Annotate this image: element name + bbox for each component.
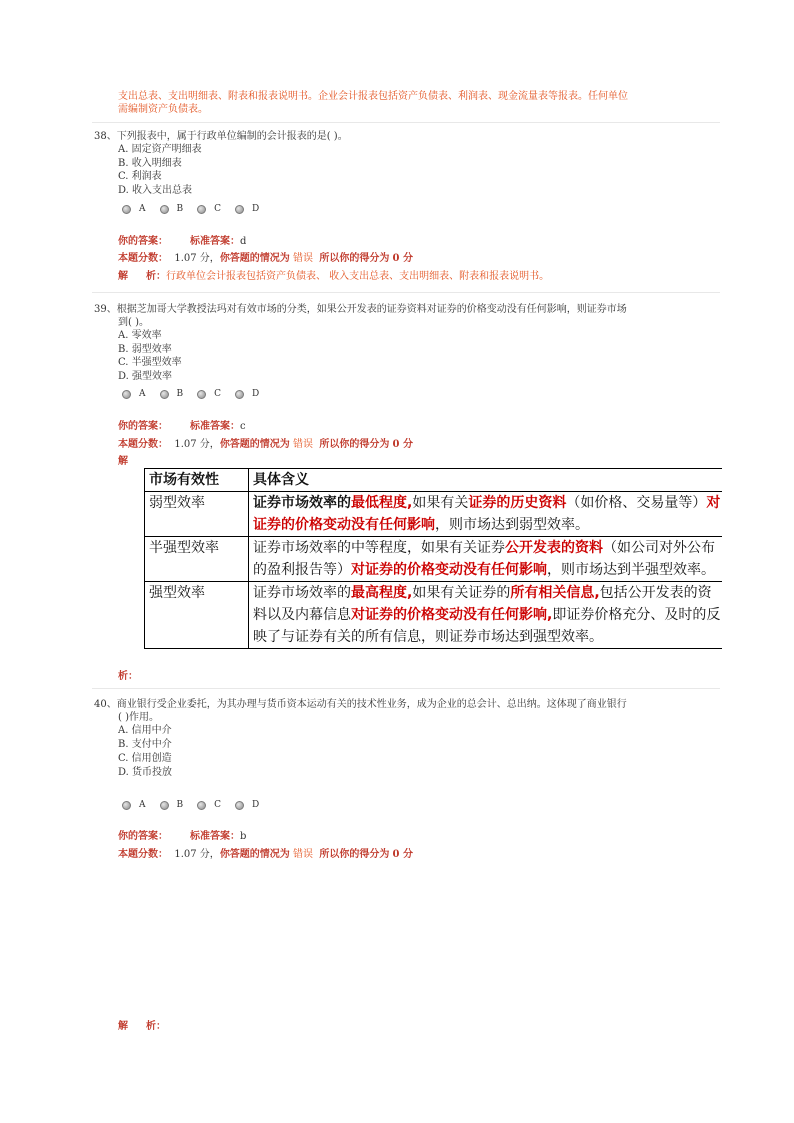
efficiency-table [144,468,722,649]
divider [92,122,720,123]
q39-analysis-label-b: 析： [118,671,138,682]
radio-d[interactable] [235,205,244,214]
q38-option-c: C. 利润表 [118,171,162,182]
q38-stem: 38、下列报表中，属于行政单位编制的会计报表的是( )。 [94,131,348,142]
q38-option-b: B. 收入明细表 [118,158,182,169]
q38-answer-line: 你的答案： 标准答案：d [118,236,247,247]
q38-score-line: 本题分数： 1.07 分，你答题的情况为 错误 所以你的得分为 0 分 [118,253,413,264]
table-cell-meaning: 证券市场效率的最低程度,如果有关证券的历史资料（如价格、交易量等）对证券的价格变动没有任何影响，则市场达到弱型效率。 [249,492,723,537]
radio-c[interactable] [197,801,206,810]
radio-c[interactable] [197,205,206,214]
table-cell-meaning: 证券市场效率的中等程度，如果有关证券公开发表的资料（如公司对外公布的盈利报告等）对证券的价格变动没有任何影响，则市场达到半强型效率。 [249,537,723,582]
intro-line-2: 需编制资产负债表。 [118,104,208,115]
q39-stem-1: 39、根据芝加哥大学教授法玛对有效市场的分类，如果公开发表的证券资料对证券的价格变动没有任何影响，则证券市场 [94,304,627,315]
radio-c[interactable] [197,390,206,399]
table-header-cell: 市场有效性 [145,469,249,492]
q39-option-d: D. 强型效率 [118,371,173,382]
table-row [145,582,723,649]
q40-option-b: B. 支付中介 [118,739,172,750]
q39-standard-answer: c [240,421,246,432]
q39-option-b: B. 弱型效率 [118,344,172,355]
q38-analysis: 解 析：行政单位会计报表包括资产负债表、 收入支出总表、支出明细表、附表和报表说明书。 [118,271,550,282]
q39-option-c: C. 半强型效率 [118,357,182,368]
q40-option-c: C. 信用创造 [118,753,172,764]
table-cell-name: 半强型效率 [145,537,249,582]
radio-b[interactable] [160,205,169,214]
radio-b[interactable] [160,390,169,399]
table-row [145,492,723,537]
q38-radio-group: A B C D [122,204,273,214]
q40-stem-1: 40、商业银行受企业委托，为其办理与货币资本运动有关的技术性业务，成为企业的总会计、总出纳。这体现了商业银行 [94,699,627,710]
q39-answer-line: 你的答案： 标准答案：c [118,421,246,432]
q39-option-a: A. 零效率 [118,330,162,341]
table-cell-meaning: 证券市场效率的最高程度,如果有关证券的所有相关信息,包括公开发表的资料以及内幕信息对证券的价格变动没有任何影响,即证券价格充分、及时的反映了与证券有关的所有信息，则证券市场达到强型效率。 [249,582,723,649]
radio-a[interactable] [122,205,131,214]
q39-score-line: 本题分数： 1.07 分，你答题的情况为 错误 所以你的得分为 0 分 [118,439,413,450]
q40-option-d: D. 货币投放 [118,767,173,778]
q38-option-a: A. 固定资产明细表 [118,144,202,155]
radio-a[interactable] [122,390,131,399]
q40-option-a: A. 信用中介 [118,725,172,736]
divider [92,292,720,293]
table-header-cell: 具体含义 [249,469,723,492]
q39-radio-group: A B C D [122,389,273,399]
q40-stem-2: ( )作用。 [118,712,159,723]
q40-standard-answer: b [240,831,247,842]
q40-score-line: 本题分数： 1.07 分，你答题的情况为 错误 所以你的得分为 0 分 [118,849,413,860]
radio-d[interactable] [235,801,244,810]
radio-a[interactable] [122,801,131,810]
q39-stem-2: 到( )。 [118,317,149,328]
table-header-row [145,469,723,492]
table-cell-name: 强型效率 [145,582,249,649]
radio-b[interactable] [160,801,169,810]
q40-analysis: 解 析： [118,1021,166,1032]
q40-radio-group: A B C D [122,800,273,810]
q38-standard-answer: d [240,236,247,247]
radio-d[interactable] [235,390,244,399]
table-cell-name: 弱型效率 [145,492,249,537]
q40-answer-line: 你的答案： 标准答案：b [118,831,247,842]
table-row [145,537,723,582]
q39-analysis-label-a: 解 [118,456,128,467]
divider [92,688,720,689]
q38-option-d: D. 收入支出总表 [118,185,193,196]
intro-line-1: 支出总表、支出明细表、附表和报表说明书。企业会计报表包括资产负债表、利润表、现金流量表等报表。任何单位 [118,91,628,102]
